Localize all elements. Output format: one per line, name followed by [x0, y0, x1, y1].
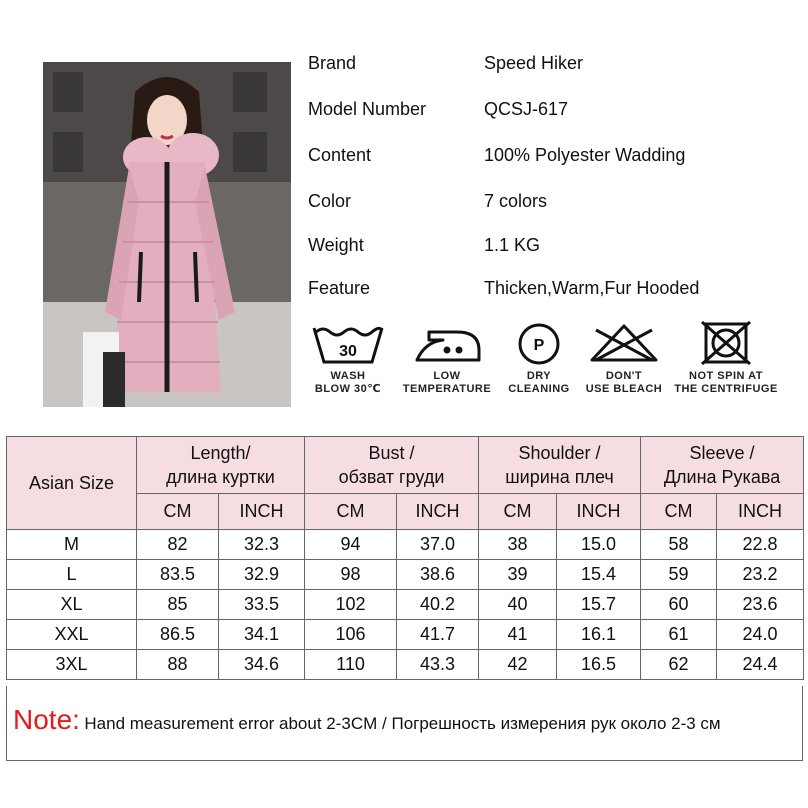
- spec-key: Weight: [308, 235, 364, 255]
- care-label: DON'T USE BLEACH: [585, 370, 663, 395]
- sleeve-group-header: Sleeve / Длина Рукава: [641, 437, 804, 494]
- care-wash: [308, 320, 388, 410]
- wash-temp: 30: [339, 343, 357, 360]
- spec-row-feature: [308, 275, 798, 301]
- dry-clean-letter: P: [533, 337, 545, 354]
- spec-value: 100% Polyester Wadding: [484, 145, 686, 165]
- table-cell: 16.1: [557, 620, 641, 650]
- bust-group-header: Bust / обзват груди: [305, 437, 479, 494]
- table-cell: 22.8: [717, 530, 804, 560]
- table-row: [7, 590, 804, 620]
- spec-key: Feature: [308, 278, 371, 298]
- spec-value: 7 colors: [484, 191, 548, 211]
- table-cell: 38.6: [397, 560, 479, 590]
- table-cell: 41.7: [397, 620, 479, 650]
- size-cell: M: [7, 530, 137, 560]
- table-cell: 32.9: [219, 560, 305, 590]
- iron-low-icon: [407, 320, 487, 366]
- spec-row-model-number: [308, 96, 798, 122]
- table-cell: 40: [479, 590, 557, 620]
- table-cell: 59: [641, 560, 717, 590]
- product-photo: [43, 62, 291, 407]
- table-cell: 39: [479, 560, 557, 590]
- unit-header: CM: [305, 494, 397, 530]
- care-label: DRY CLEANING: [508, 370, 570, 395]
- table-cell: 41: [479, 620, 557, 650]
- table-cell: 43.3: [397, 650, 479, 680]
- spec-row-color: [308, 188, 798, 214]
- table-cell: 85: [137, 590, 219, 620]
- table-cell: 58: [641, 530, 717, 560]
- table-cell: 83.5: [137, 560, 219, 590]
- table-cell: 37.0: [397, 530, 479, 560]
- table-cell: 88: [137, 650, 219, 680]
- table-cell: 86.5: [137, 620, 219, 650]
- table-row: [7, 560, 804, 590]
- care-no-spin: [670, 320, 782, 410]
- unit-header: CM: [479, 494, 557, 530]
- length-group-header: Length/ длина куртки: [137, 437, 305, 494]
- table-cell: 94: [305, 530, 397, 560]
- unit-header: INCH: [397, 494, 479, 530]
- spec-key: Content: [308, 145, 372, 165]
- note-box: [6, 686, 803, 761]
- table-cell: 32.3: [219, 530, 305, 560]
- table-cell: 34.6: [219, 650, 305, 680]
- measurement-note: [13, 704, 721, 736]
- table-cell: 38: [479, 530, 557, 560]
- table-cell: 98: [305, 560, 397, 590]
- spec-key: Model Number: [308, 99, 427, 119]
- table-cell: 110: [305, 650, 397, 680]
- table-cell: 23.6: [717, 590, 804, 620]
- size-cell: L: [7, 560, 137, 590]
- spec-value: QCSJ-617: [484, 99, 569, 119]
- unit-header: INCH: [219, 494, 305, 530]
- care-label: NOT SPIN AT THE CENTRIFUGE: [674, 370, 778, 395]
- size-cell: XL: [7, 590, 137, 620]
- table-cell: 15.7: [557, 590, 641, 620]
- unit-header: INCH: [557, 494, 641, 530]
- table-cell: 40.2: [397, 590, 479, 620]
- care-label: WASH BLOW 30℃: [314, 370, 382, 395]
- spec-value: Speed Hiker: [484, 53, 584, 73]
- table-cell: 16.5: [557, 650, 641, 680]
- no-tumble-dry-icon: [698, 320, 754, 366]
- care-iron: [398, 320, 496, 410]
- unit-header: CM: [137, 494, 219, 530]
- note-text: Hand measurement error about 2-3CM / Погрешность измерения рук около 2-3 см: [84, 714, 721, 733]
- model-in-pink-coat-illustration: [43, 62, 291, 407]
- table-cell: 34.1: [219, 620, 305, 650]
- spec-value: 1.1 KG: [484, 235, 541, 255]
- spec-key: Color: [308, 191, 352, 211]
- table-cell: 23.2: [717, 560, 804, 590]
- size-cell: XXL: [7, 620, 137, 650]
- no-bleach-icon: [586, 320, 662, 366]
- spec-row-weight: [308, 232, 798, 258]
- note-label: Note:: [13, 704, 80, 735]
- spec-key: Brand: [308, 53, 357, 73]
- size-column-header: Asian Size: [7, 437, 137, 530]
- table-row: [7, 530, 804, 560]
- shoulder-group-header: Shoulder / ширина плеч: [479, 437, 641, 494]
- spec-row-content: [308, 142, 798, 168]
- spec-row-brand: [308, 50, 798, 76]
- table-cell: 24.4: [717, 650, 804, 680]
- size-cell: 3XL: [7, 650, 137, 680]
- table-cell: 33.5: [219, 590, 305, 620]
- dry-clean-icon: [516, 320, 562, 366]
- unit-header: INCH: [717, 494, 804, 530]
- table-cell: 60: [641, 590, 717, 620]
- table-cell: 15.4: [557, 560, 641, 590]
- table-row: [7, 650, 804, 680]
- care-label: LOW TEMPERATURE: [402, 370, 492, 395]
- table-cell: 102: [305, 590, 397, 620]
- unit-header: CM: [641, 494, 717, 530]
- table-cell: 24.0: [717, 620, 804, 650]
- wash-30-icon: [310, 320, 386, 366]
- spec-value: Thicken,Warm,Fur Hooded: [484, 278, 700, 298]
- care-no-bleach: [582, 320, 666, 410]
- size-chart-table: [6, 436, 804, 680]
- table-row: [7, 620, 804, 650]
- table-cell: 82: [137, 530, 219, 560]
- table-cell: 15.0: [557, 530, 641, 560]
- table-cell: 61: [641, 620, 717, 650]
- table-cell: 42: [479, 650, 557, 680]
- care-dry-clean: [504, 320, 574, 410]
- table-cell: 62: [641, 650, 717, 680]
- table-cell: 106: [305, 620, 397, 650]
